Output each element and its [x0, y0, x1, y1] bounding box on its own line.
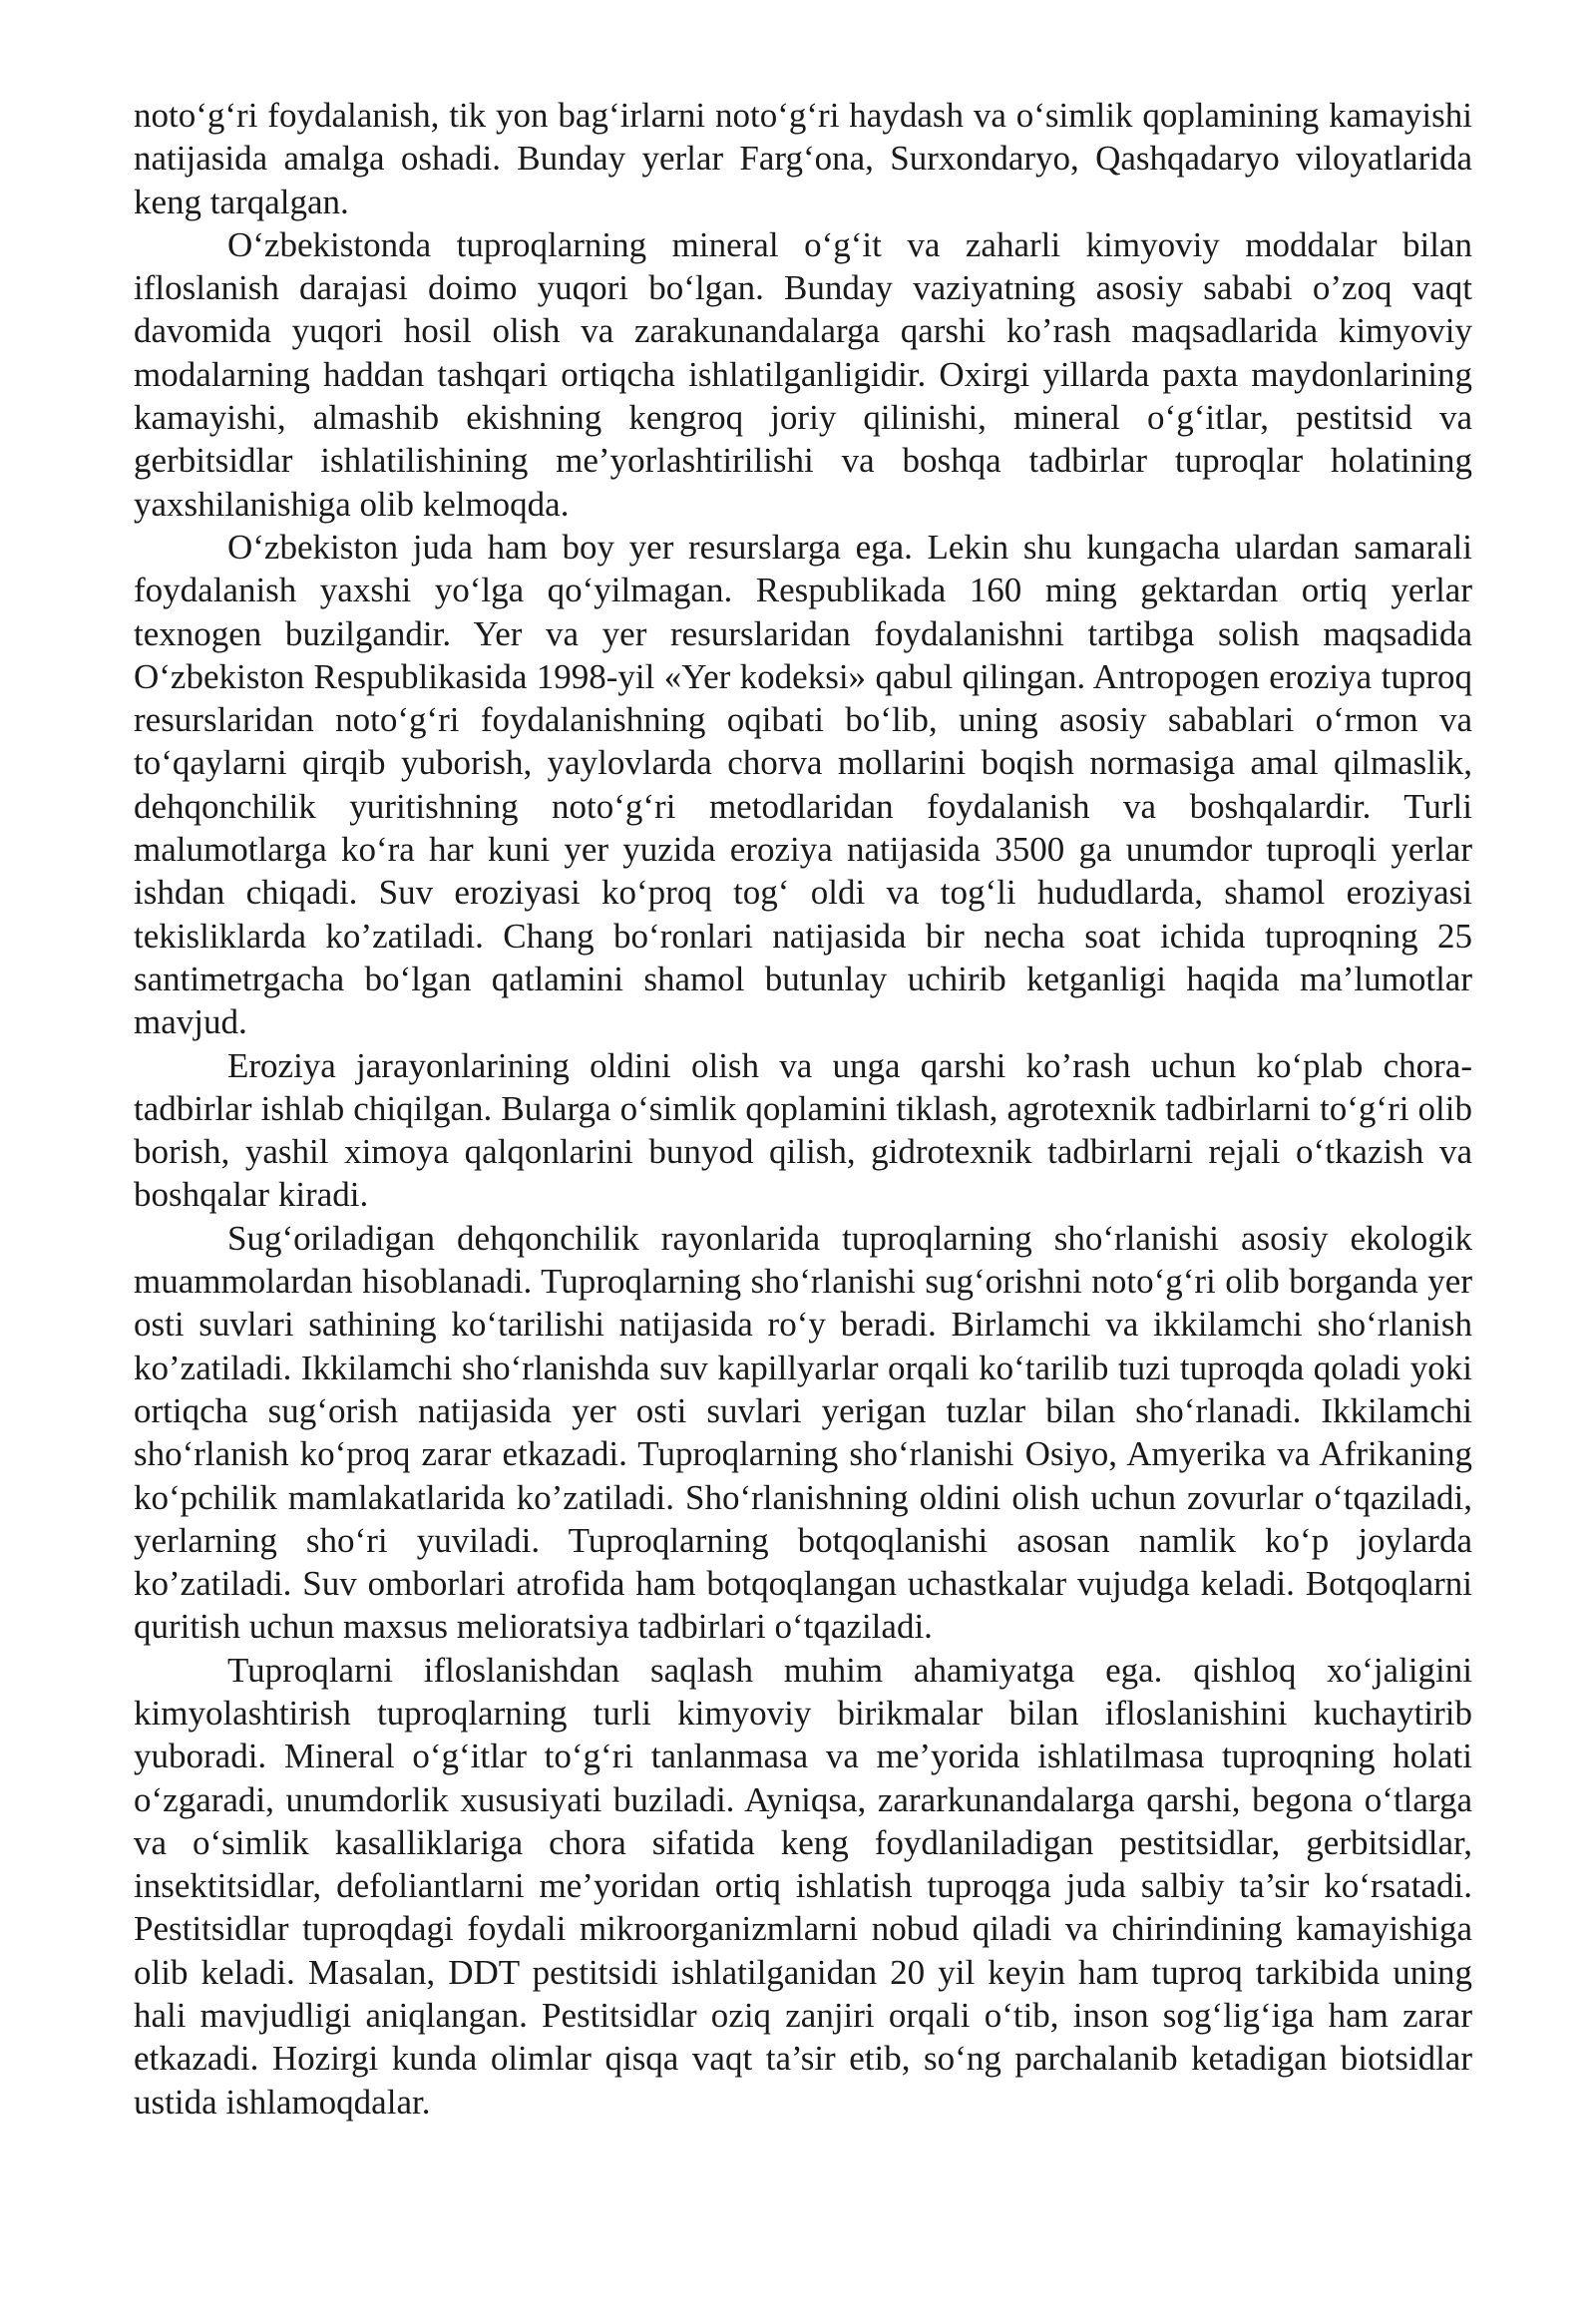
paragraph-erosion-measures: Eroziya jarayonlarining oldini olish va unga qarshi ko’rash uchun ko‘plab chora-tadbirlar ishlab chiqilgan. Bularga o‘simlik qoplamini tiklash, agrotexnik tadbirlarni to‘g‘ri olib borish, yashil ximoya qalqonlarini bunyod qilish, gidrotexnik tadbirlarni rejali o‘tkazish va boshqalar kiradi.	[134, 1045, 1472, 1215]
paragraph-salinization: Sug‘oriladigan dehqonchilik rayonlarida tuproqlarning sho‘rlanishi asosiy ekologik muammolardan hisoblanadi. Tuproqlarning sho‘rlanishi sug‘orishni noto‘g‘ri olib borganda yer osti suvlari sathining ko‘tarilishi natijasida ro‘y beradi. Birlamchi va ikkilamchi sho‘rlanish ko’zatiladi. Ikkilamchi sho‘rlanishda suv kapillyarlar orqali ko‘tarilib tuzi tuproqda qoladi yoki ortiqcha sug‘orish natijasida yer osti suvlari yerigan tuzlar bilan sho‘rlanadi. Ikkilamchi sho‘rlanish ko‘proq zarar etkazadi. Tuproqlarning sho‘rlanishi Osiyo, Amyerika va Afrikaning ko‘pchilik mamlakatlarida ko’zatiladi. Sho‘rlanishning oldini olish uchun zovurlar o‘tqaziladi, yerlarning sho‘ri yuviladi. Tuproqlarning botqoqlanishi asosan namlik ko‘p joylarda ko’zatiladi. Suv omborlari atrofida ham botqoqlangan uchastkalar vujudga keladi. Botqoqlarni quritish uchun maxsus melioratsiya tadbirlari o‘tqaziladi.	[134, 1218, 1472, 1647]
document-page	[134, 94, 1472, 2124]
paragraph-pesticides: Tuproqlarni ifloslanishdan saqlash muhim ahamiyatga ega. qishloq xo‘jaligini kimyolashtirish tuproqlarning turli kimyoviy birikmalar bilan ifloslanishini kuchaytirib yuboradi. Mineral o‘g‘itlar to‘g‘ri tanlanmasa va me’yorida ishlatilmasa tuproqning holati o‘zgaradi, unumdorlik xususiyati buziladi. Ayniqsa, zararkunandalarga qarshi, begona o‘tlarga va o‘simlik kasalliklariga chora sifatida keng foydlaniladigan pestitsidlar, gerbitsidlar, insektitsidlar, defoliantlarni me’yoridan ortiq ishlatish tuproqga juda salbiy ta’sir ko‘rsatadi. Pestitsidlar tuproqdagi foydali mikroorganizmlarni nobud qiladi va chirindining kamayishiga olib keladi. Masalan, DDT pestitsidi ishlatilganidan 20 yil keyin ham tuproq tarkibida uning hali mavjudligi aniqlangan. Pestitsidlar oziq zanjiri orqali o‘tib, inson sog‘lig‘iga ham zarar etkazadi. Hozirgi kunda olimlar qisqa vaqt ta’sir etib, so‘ng parchalanib ketadigan biotsidlar ustida ishlamoqdalar.	[134, 1650, 1472, 2122]
paragraph-continuation: noto‘g‘ri foydalanish, tik yon bag‘irlarni noto‘g‘ri haydash va o‘simlik qoplamining kamayishi natijasida amalga oshadi. Bunday yerlar Farg‘ona, Surxondaryo, Qashqadaryo viloyatlarida keng tarqalgan.	[134, 96, 1472, 221]
paragraph-soil-pollution: O‘zbekistonda tuproqlarning mineral o‘g‘it va zaharli kimyoviy moddalar bilan ifloslanish darajasi doimo yuqori bo‘lgan. Bunday vaziyatning asosiy sababi o’zoq vaqt davomida yuqori hosil olish va zarakunandalarga qarshi ko’rash maqsadlarida kimyoviy modalarning haddan tashqari ortiqcha ishlatilganligidir. Oxirgi yillarda paxta maydonlarining kamayishi, almashib ekishning kengroq joriy qilinishi, mineral o‘g‘itlar, pestitsid va gerbitsidlar ishlatilishining me’yorlashtirilishi va boshqa tadbirlar tuproqlar holatining yaxshilanishiga olib kelmoqda.	[134, 224, 1472, 524]
paragraph-land-resources: O‘zbekiston juda ham boy yer resurslarga ega. Lekin shu kungacha ulardan samarali foydalanish yaxshi yo‘lga qo‘yilmagan. Respublikada 160 ming gektardan ortiq yerlar texnogen buzilgandir. Yer va yer resurslaridan foydalanishni tartibga solish maqsadida O‘zbekiston Respublikasida 1998-yil «Yer kodeksi» qabul qilingan. Antropogen eroziya tuproq resurslaridan noto‘g‘ri foydalanishning oqibati bo‘lib, uning asosiy sabablari o‘rmon va to‘qaylarni qirqib yuborish, yaylovlarda chorva mollarini boqish normasiga amal qilmaslik, dehqonchilik yuritishning noto‘g‘ri metodlaridan foydalanish va boshqalardir. Turli malumotlarga ko‘ra har kuni yer yuzida eroziya natijasida 3500 ga unumdor tuproqli yerlar ishdan chiqadi. Suv eroziyasi ko‘proq tog‘ oldi va tog‘li hududlarda, shamol eroziyasi tekisliklarda ko’zatiladi. Chang bo‘ronlari natijasida bir necha soat ichida tuproqning 25 santimetrgacha bo‘lgan qatlamini shamol butunlay uchirib ketganligi haqida ma’lumotlar mavjud.	[134, 527, 1472, 1042]
